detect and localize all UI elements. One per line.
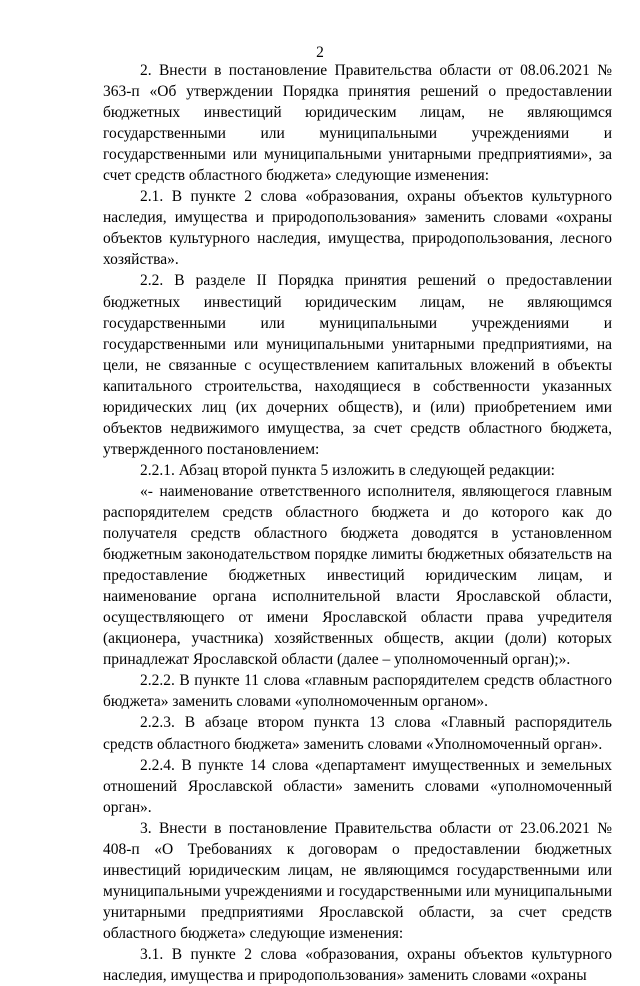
paragraph-2-2-3: 2.2.3. В абзаце втором пункта 13 слова «Главный распорядитель средств областного бюджета» заменить словами «Уполномоченный орган». — [103, 714, 612, 753]
page-number: 2 — [316, 44, 324, 61]
paragraph-2-2-1: 2.2.1. Абзац второй пункта 5 изложить в следующей редакции: — [140, 461, 555, 479]
paragraph-2-2-2: 2.2.2. В пункте 11 слова «главным распорядителем средств областного бюджета» заменить словами «уполномоченным органом». — [103, 672, 612, 711]
paragraph-3: 3. Внести в постановление Правительства области от 23.06.2021 № 408-п «О Требованиях к договорам о предоставлении бюджетных инвестиций юридическим лицам, не являющимся государственными или муниципальными учреждениями и государственными или муниципальными унитарными предприятиями Ярославской области, за счет средств областного бюджета» следующие изменения: — [103, 819, 612, 942]
paragraph-2-1: 2.1. В пункте 2 слова «образования, охраны объектов культурного наследия, имущества и природопользования» заменить словами «охраны объектов культурного наследия, имущества, природопользования, лесного хозяйства». — [103, 188, 612, 269]
document-body — [103, 60, 612, 986]
paragraph-2-2-4: 2.2.4. В пункте 14 слова «департамент имущественных и земельных отношений Ярославской области» заменить словами «уполномоченный орган». — [103, 756, 612, 816]
paragraph-3-1: 3.1. В пункте 2 слова «образования, охраны объектов культурного наследия, имущества и природопользования» заменить словами «охраны — [103, 945, 612, 985]
paragraph-2: 2. Внести в постановление Правительства области от 08.06.2021 № 363-п «Об утверждении Порядка принятия решений о предоставлении бюджетных инвестиций юридическим лицам, не являющимся государственными или муниципальными учреждениями и государственными или муниципальными унитарными предприятиями», за счет средств областного бюджета» следующие изменения: — [103, 62, 612, 185]
quoted-paragraph: «- наименование ответственного исполнителя, являющегося главным распорядителем средств областного бюджета и до которого как до получателя средств областного бюджета доводятся в установленном бюджетным законодательством порядке лимиты бюджетных обязательств на предоставление бюджетных инвестиций юридическим лицам, и наименование органа исполнительной власти Ярославской области, осуществляющего от имени Ярославской области права учредителя (акционера, участника) хозяйственных обществ, акции (доли) которых принадлежат Ярославской области (далее – уполномоченный орган);». — [103, 482, 612, 669]
paragraph-2-2: 2.2. В разделе II Порядка принятия решений о предоставлении бюджетных инвестиций юридическим лицам, не являющимся государственными или муниципальными учреждениями и государственными или муниципальными унитарными предприятиями, на цели, не связанные с осуществлением капитальных вложений в объекты капитального строительства, находящиеся в собственности указанных юридических лиц (их дочерних обществ), и (или) приобретением ими объектов недвижимого имущества, за счет средств областного бюджета, утвержденного постановлением: — [103, 272, 612, 458]
